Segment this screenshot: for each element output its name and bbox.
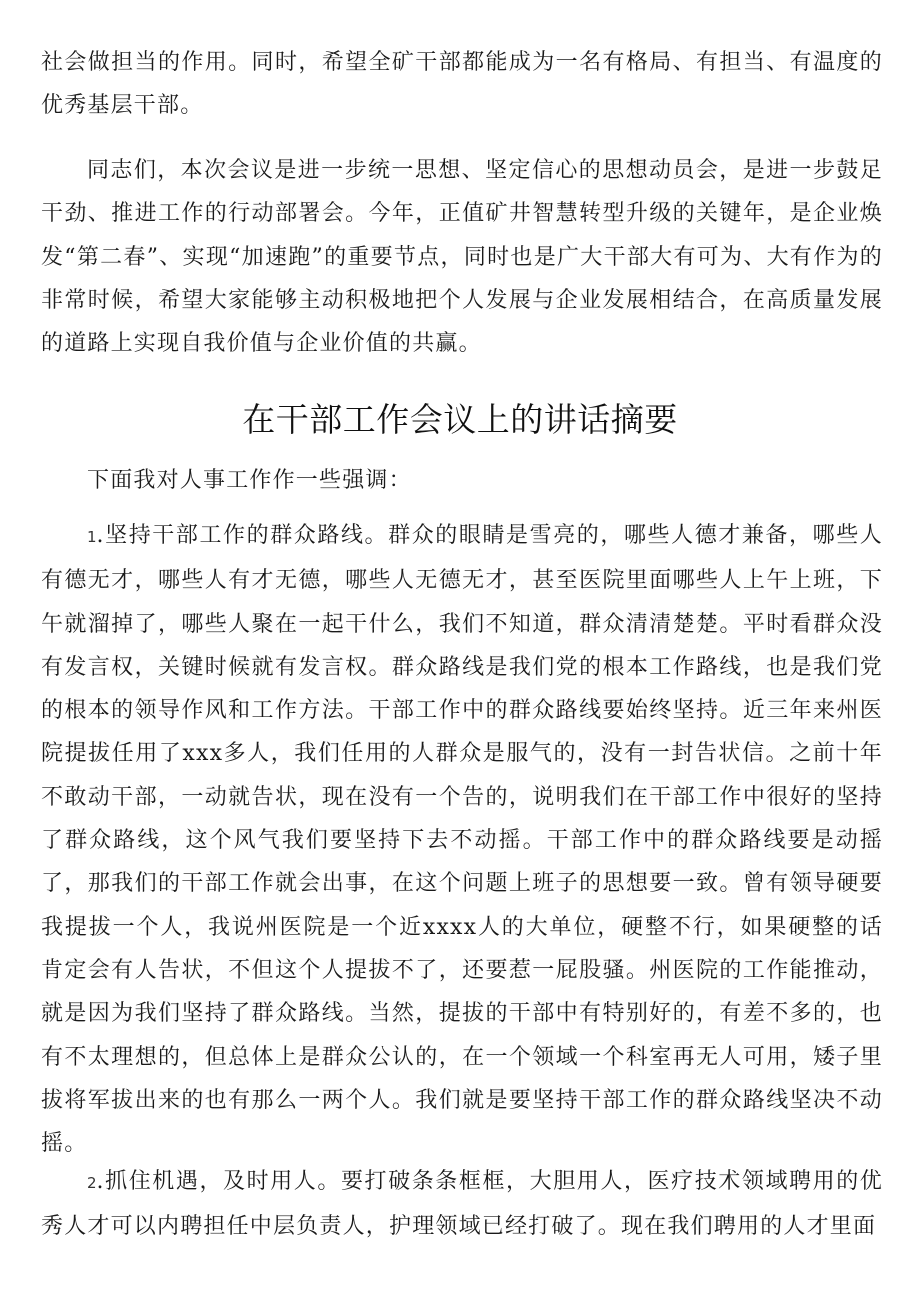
list-item-text: .抓住机遇，及时用人。要打破条条框框，大胆用人，医疗技术领域聘用的优秀人才可以内聘担任中层负责人，护理领域已经打破了。现在我们聘用的人才里面: [41, 1169, 883, 1240]
page-title: 在干部工作会议上的讲话摘要: [242, 400, 678, 439]
paragraph-continuation: 社会做担当的作用。同时，希望全矿干部都能成为一名有格局、有担当、有温度的优秀基层干部。: [41, 50, 883, 119]
list-item-number: 1: [87, 528, 97, 546]
list-item-1: [41, 514, 883, 1165]
paragraph-conclusion: 同志们，本次会议是进一步统一思想、坚定信心的思想动员会，是进一步鼓足干劲、推进工作的行动部署会。今年，正值矿井智慧转型升级的关键年，是企业焕发“第二春”、实现“加速跑”的重要节点，同时也是广大干部大有可为、大有作为的非常时候，希望大家能够主动积极地把个人发展与企业发展相结合，在高质量发展的道路上实现自我价值与企业价值的共赢。: [41, 158, 883, 357]
list-item-number: 2: [87, 1174, 97, 1192]
paragraph-intro: 下面我对人事工作作一些强调：: [87, 468, 412, 493]
list-item-2: [41, 1160, 883, 1249]
list-item-text: .坚持干部工作的群众路线。群众的眼睛是雪亮的，哪些人德才兼备，哪些人有德无才，哪些人有才无德，哪些人无德无才，甚至医院里面哪些人上午上班，下午就溜掉了，哪些人聚在一起干什么，我们不知道，群众清清楚楚。平时看群众没有发言权，关键时候就有发言权。群众路线是我们党的根本工作路线，也是我们党的根本的领导作风和工作方法。干部工作中的群众路线要始终坚持。近三年来州医院提拔任用了xxx多人，我们任用的人群众是服气的，没有一封告状信。之前十年不敢动干部，一动就告状，现在没有一个告的，说明我们在干部工作中很好的坚持了群众路线，这个风气我们要坚持下去不动摇。干部工作中的群众路线要是动摇了，那我们的干部工作就会出事，在这个问题上班子的思想要一致。曾有领导硬要我提拔一个人，我说州医院是一个近xxxx人的大单位，硬整不行，如果硬整的话肯定会有人告状，不但这个人提拔不了，还要惹一屁股骚。州医院的工作能推动，就是因为我们坚持了群众路线。当然，提拔的干部中有特别好的，有差不多的，也有不太理想的，但总体上是群众公认的，在一个领域一个科室再无人可用，矮子里拔将军拔出来的也有那么一两个人。我们就是要坚持干部工作的群众路线坚决不动摇。: [41, 523, 883, 1157]
